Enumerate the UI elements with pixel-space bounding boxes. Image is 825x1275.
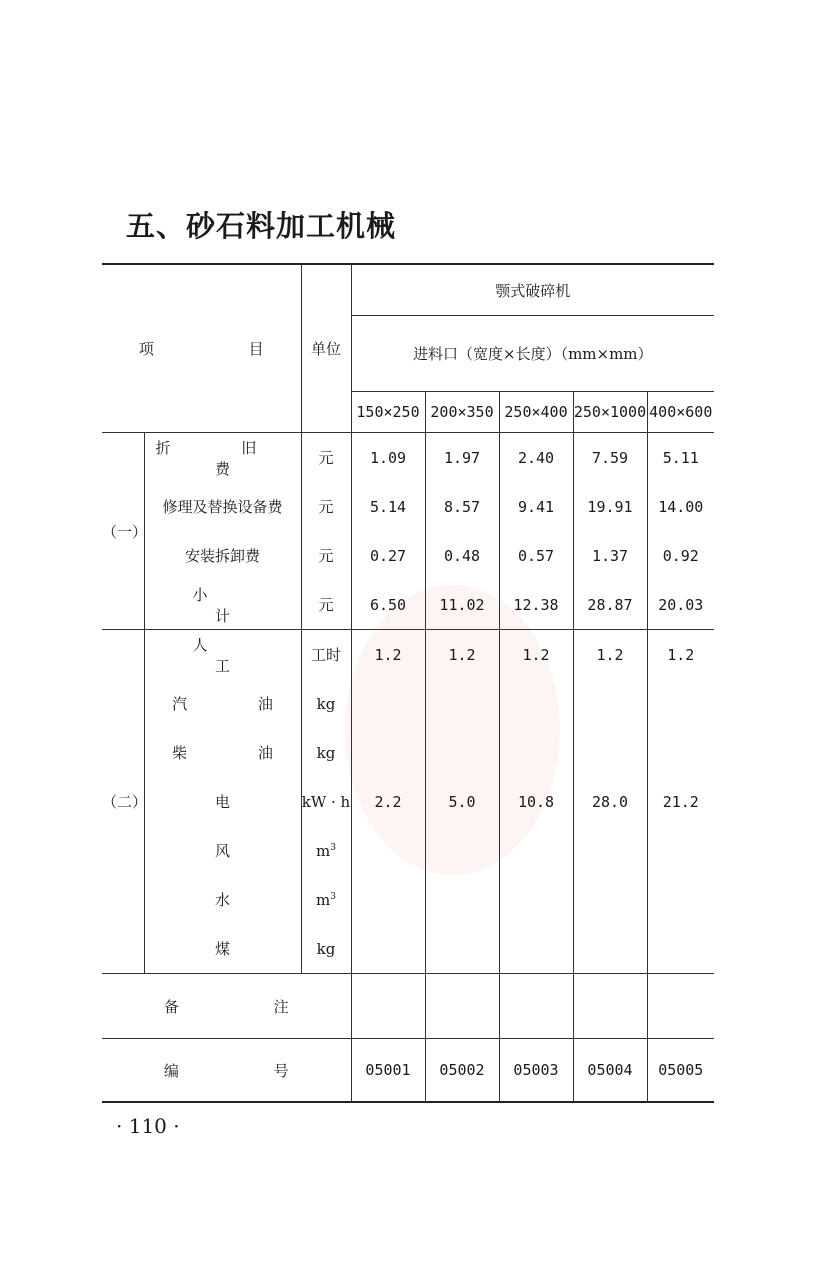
table-row <box>102 679 714 728</box>
remark-cell <box>499 974 573 1039</box>
remark-cell <box>425 974 499 1039</box>
header-row-1 <box>102 264 714 316</box>
spec-cell: 400×600 <box>647 392 714 433</box>
spec-cell: 150×250 <box>351 392 425 433</box>
value-cell: 2.40 <box>499 433 573 483</box>
spec-cell: 250×1000 <box>573 392 647 433</box>
value-cell: 28.0 <box>573 777 647 826</box>
value-cell: 1.97 <box>425 433 499 483</box>
value-cell: 0.48 <box>425 531 499 580</box>
value-cell <box>647 728 714 777</box>
value-cell <box>647 924 714 974</box>
value-cell <box>573 826 647 875</box>
table-row <box>102 630 714 680</box>
code-cell: 05002 <box>425 1039 499 1103</box>
value-cell <box>425 679 499 728</box>
row-unit: kg <box>301 728 351 777</box>
code-cell: 05005 <box>647 1039 714 1103</box>
value-cell: 9.41 <box>499 482 573 531</box>
value-cell <box>351 826 425 875</box>
row-name: 修理及替换设备费 <box>144 482 301 531</box>
row-unit: kg <box>301 679 351 728</box>
row-name: 安装拆卸费 <box>144 531 301 580</box>
value-cell: 1.2 <box>573 630 647 680</box>
value-cell <box>351 728 425 777</box>
value-cell <box>499 728 573 777</box>
group-label: （一） <box>102 433 144 630</box>
value-cell: 12.38 <box>499 580 573 630</box>
value-cell <box>351 875 425 924</box>
row-unit: 工时 <box>301 630 351 680</box>
row-unit: kg <box>301 924 351 974</box>
value-cell <box>573 728 647 777</box>
code-cell: 05001 <box>351 1039 425 1103</box>
row-unit: 元 <box>301 482 351 531</box>
row-name: 汽 油 <box>144 679 301 728</box>
value-cell <box>573 875 647 924</box>
table-row <box>102 433 714 483</box>
value-cell <box>425 728 499 777</box>
value-cell <box>573 679 647 728</box>
value-cell <box>351 679 425 728</box>
table-row <box>102 580 714 630</box>
row-unit: $m^3$ <box>301 826 351 875</box>
value-cell <box>573 924 647 974</box>
value-cell: 5.14 <box>351 482 425 531</box>
spec-cell: 200×350 <box>425 392 499 433</box>
value-cell: 7.59 <box>573 433 647 483</box>
value-cell <box>425 875 499 924</box>
row-name: 电 <box>144 777 301 826</box>
row-name: 折 旧 费 <box>144 433 301 483</box>
value-cell: 6.50 <box>351 580 425 630</box>
row-name: 风 <box>144 826 301 875</box>
table-row <box>102 482 714 531</box>
remark-cell <box>647 974 714 1039</box>
row-unit: kW · h <box>301 777 351 826</box>
code-cell: 05004 <box>573 1039 647 1103</box>
group-label: （二） <box>102 630 144 974</box>
value-cell: 20.03 <box>647 580 714 630</box>
value-cell: 14.00 <box>647 482 714 531</box>
value-cell: 8.57 <box>425 482 499 531</box>
row-unit: 元 <box>301 531 351 580</box>
machine-cost-table <box>102 263 714 1103</box>
value-cell: 0.57 <box>499 531 573 580</box>
table-row <box>102 826 714 875</box>
value-cell: 28.87 <box>573 580 647 630</box>
value-cell <box>647 875 714 924</box>
row-name: 柴 油 <box>144 728 301 777</box>
table-row <box>102 728 714 777</box>
value-cell <box>647 826 714 875</box>
row-name: 煤 <box>144 924 301 974</box>
value-cell <box>499 924 573 974</box>
value-cell: 0.27 <box>351 531 425 580</box>
value-cell: 10.8 <box>499 777 573 826</box>
value-cell <box>351 924 425 974</box>
table-row <box>102 777 714 826</box>
code-row <box>102 1039 714 1103</box>
row-name: 水 <box>144 875 301 924</box>
value-cell: 5.11 <box>647 433 714 483</box>
remark-label: 备 注 <box>102 974 351 1039</box>
value-cell: 2.2 <box>351 777 425 826</box>
remark-cell <box>573 974 647 1039</box>
value-cell: 19.91 <box>573 482 647 531</box>
row-unit: 元 <box>301 580 351 630</box>
value-cell: 5.0 <box>425 777 499 826</box>
spec-header: 进料口（宽度×长度）（mm×mm） <box>351 316 714 392</box>
value-cell <box>499 679 573 728</box>
row-name: 人 工 <box>144 630 301 680</box>
row-unit: 元 <box>301 433 351 483</box>
row-unit: $m^3$ <box>301 875 351 924</box>
value-cell: 1.09 <box>351 433 425 483</box>
value-cell <box>647 679 714 728</box>
value-cell <box>425 924 499 974</box>
value-cell: 1.2 <box>647 630 714 680</box>
row-name: 小 计 <box>144 580 301 630</box>
value-cell: 0.92 <box>647 531 714 580</box>
remark-cell <box>351 974 425 1039</box>
value-cell: 1.2 <box>499 630 573 680</box>
table-row <box>102 531 714 580</box>
page-number: · 110 · <box>116 1114 180 1138</box>
value-cell: 1.2 <box>351 630 425 680</box>
value-cell <box>499 875 573 924</box>
value-cell <box>499 826 573 875</box>
value-cell <box>425 826 499 875</box>
table-row <box>102 875 714 924</box>
page-title: 五、砂石料加工机械 <box>126 209 397 243</box>
value-cell: 21.2 <box>647 777 714 826</box>
value-cell: 11.02 <box>425 580 499 630</box>
spec-cell: 250×400 <box>499 392 573 433</box>
item-header: 项 目 <box>102 264 301 433</box>
remark-row <box>102 974 714 1039</box>
value-cell: 1.2 <box>425 630 499 680</box>
machine-name-header: 颚式破碎机 <box>351 264 714 316</box>
unit-header: 单位 <box>301 264 351 433</box>
code-cell: 05003 <box>499 1039 573 1103</box>
table-row <box>102 924 714 974</box>
code-label: 编 号 <box>102 1039 351 1103</box>
value-cell: 1.37 <box>573 531 647 580</box>
